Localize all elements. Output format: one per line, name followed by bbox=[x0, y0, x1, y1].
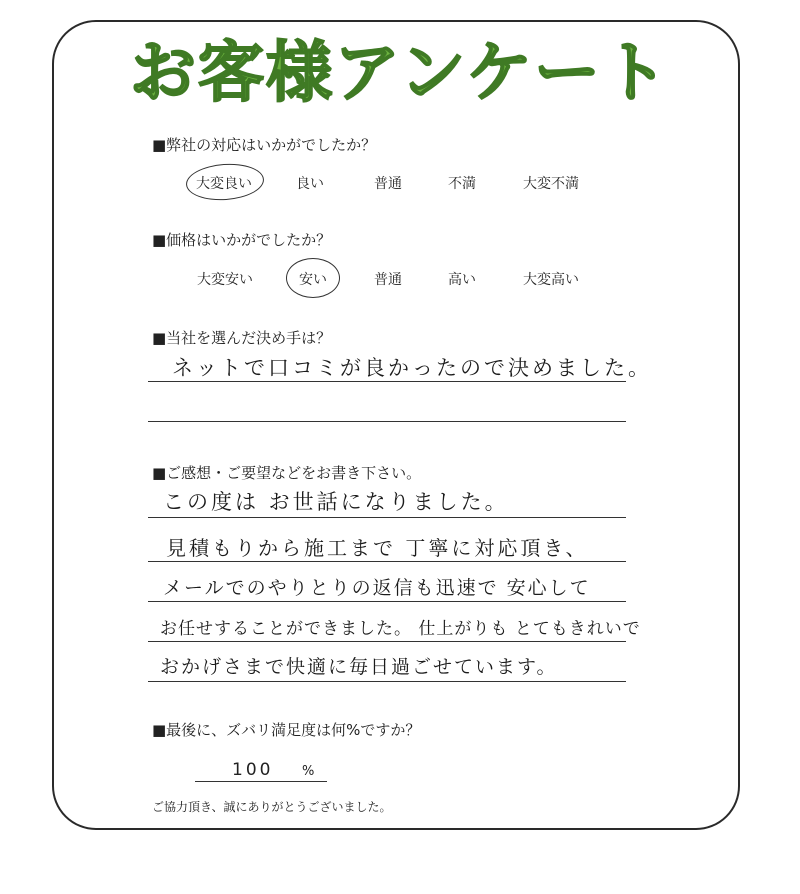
satisfaction-line bbox=[195, 781, 327, 782]
option-price-2[interactable]: 安い bbox=[299, 272, 327, 288]
question-price: ■価格はいかがでしたか？ bbox=[152, 231, 332, 249]
satisfaction-value: 100 bbox=[232, 760, 274, 780]
option-price-3[interactable]: 普通 bbox=[374, 272, 402, 288]
question-reason: ■当社を選んだ決め手は？ bbox=[152, 329, 332, 347]
handwritten-comment-line: おかげさまで快適に毎日過ごせています。 bbox=[160, 656, 558, 678]
handwritten-comment-line: 見積もりから施工まで 丁寧に対応頂き、 bbox=[166, 536, 589, 560]
question-satisfaction: ■最後に、ズバリ満足度は何%ですか？ bbox=[152, 721, 421, 739]
answer-line bbox=[148, 601, 626, 602]
option-service-4[interactable]: 不満 bbox=[448, 176, 476, 192]
handwritten-comment-line: お任せすることができました。 仕上がりも とてもきれいで bbox=[160, 619, 641, 639]
answer-line bbox=[148, 381, 626, 382]
answer-line bbox=[148, 561, 626, 562]
handwritten-reason: ネットで口コミが良かったので決めました。 bbox=[172, 356, 652, 380]
answer-line bbox=[148, 641, 626, 642]
option-service-2[interactable]: 良い bbox=[296, 176, 324, 192]
answer-line bbox=[148, 681, 626, 682]
thank-you-note: ご協力頂き、誠にありがとうございました。 bbox=[152, 800, 392, 814]
handwritten-comment-line: この度は お世話になりました。 bbox=[163, 490, 509, 514]
question-comments: ■ご感想・ご要望などをお書き下さい。 bbox=[152, 464, 422, 482]
handwritten-comment-line: メールでのやりとりの返信も迅速で 安心して bbox=[163, 577, 591, 599]
option-service-1[interactable]: 大変良い bbox=[196, 176, 252, 192]
option-service-5[interactable]: 大変不満 bbox=[523, 176, 579, 192]
option-price-4[interactable]: 高い bbox=[448, 272, 476, 288]
option-price-1[interactable]: 大変安い bbox=[197, 272, 253, 288]
answer-line bbox=[148, 517, 626, 518]
percent-unit: % bbox=[302, 764, 315, 779]
answer-line bbox=[148, 421, 626, 422]
survey-title: お客様アンケート bbox=[129, 34, 671, 111]
question-service: ■弊社の対応はいかがでしたか？ bbox=[152, 136, 377, 154]
option-price-5[interactable]: 大変高い bbox=[523, 272, 579, 288]
option-service-3[interactable]: 普通 bbox=[374, 176, 402, 192]
